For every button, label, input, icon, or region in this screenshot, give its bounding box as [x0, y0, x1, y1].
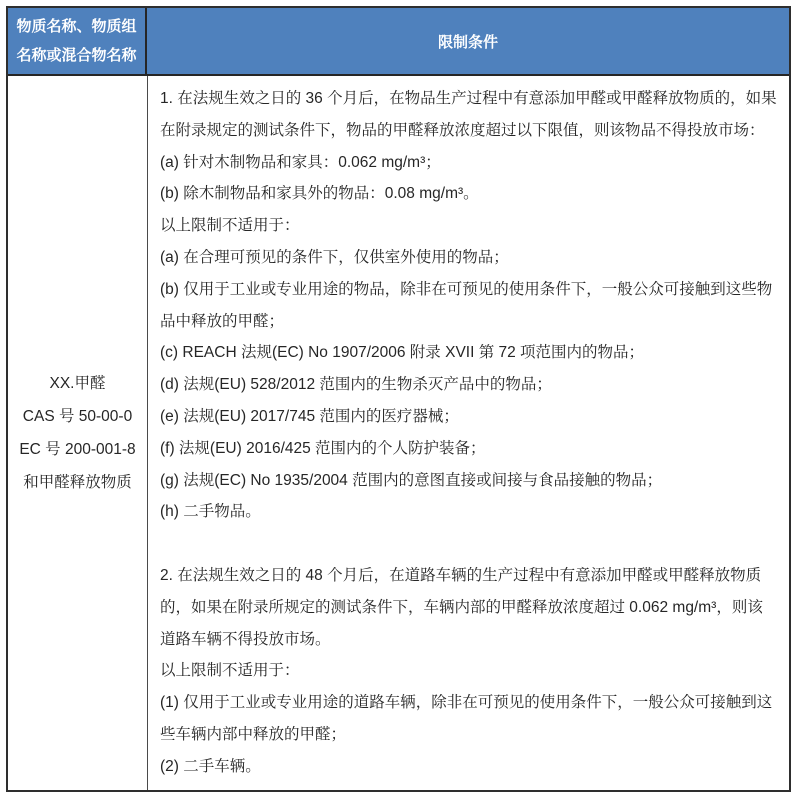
table-body-row: [8, 76, 789, 790]
restriction-header-label: 限制条件: [437, 33, 498, 51]
table-header-row: [8, 8, 789, 76]
substance-identity-line: EC 号 200-001-8: [19, 441, 136, 458]
restriction-paragraph: [160, 528, 777, 560]
restriction-paragraph: 1. 在法规生效之日的 36 个月后，在物品生产过程中有意添加甲醛或甲醛释放物质的，如果在附录规定的测试条件下，物品的甲醛释放浓度超过以下限值，则该物品不得投放市场：: [160, 90, 777, 139]
restriction-paragraph: (a) 在合理可预见的条件下，仅供室外使用的物品；: [160, 248, 509, 266]
restriction-paragraph: (b) 除木制物品和家具外的物品：0.08 mg/m³。: [160, 185, 479, 203]
header-substance-line: 物质名称、物质组: [16, 18, 137, 35]
substance-identity-line: CAS 号 50-00-0: [22, 408, 133, 425]
restriction-paragraph: (d) 法规(EU) 528/2012 范围内的生物杀灭产品中的物品；: [160, 376, 552, 394]
header-cell-restriction-conditions: [147, 8, 789, 74]
restriction-paragraph: 以上限制不适用于：: [160, 662, 300, 680]
restriction-table: [6, 6, 791, 792]
restriction-paragraph: (e) 法规(EU) 2017/745 范围内的医疗器械；: [160, 407, 459, 425]
restriction-paragraph: (h) 二手物品。: [160, 503, 261, 521]
restriction-paragraph: (g) 法规(EC) No 1935/2004 范围内的意图直接或间接与食品接触的物品；: [160, 471, 663, 489]
restriction-paragraph: (2) 二手车辆。: [160, 757, 261, 775]
restriction-paragraph: (a) 针对木制物品和家具：0.062 mg/m³；: [160, 153, 441, 171]
restriction-paragraph: (f) 法规(EU) 2016/425 范围内的个人防护装备；: [160, 439, 486, 457]
restriction-conditions-cell: [148, 76, 789, 790]
restriction-paragraph: (1) 仅用于工业或专业用途的道路车辆，除非在可预见的使用条件下，一般公众可接触到这些车辆内部中释放的甲醛；: [160, 694, 773, 743]
header-cell-substance-name: [8, 8, 147, 74]
header-substance-line: 名称或混合物名称: [16, 47, 137, 64]
substance-identity-cell: [8, 76, 148, 790]
substance-identity-line: XX.甲醛: [49, 375, 106, 392]
substance-identity-line: 和甲醛释放物质: [23, 474, 132, 491]
restriction-paragraph: (c) REACH 法规(EC) No 1907/2006 附录 XVII 第 72 项范围内的物品；: [160, 344, 645, 362]
restriction-paragraph: 以上限制不适用于：: [160, 217, 300, 235]
restriction-paragraph: 2. 在法规生效之日的 48 个月后，在道路车辆的生产过程中有意添加甲醛或甲醛释放物质的，如果在附录所规定的测试条件下，车辆内部的甲醛释放浓度超过 0.062 mg/m³，则该道路车辆不得投放市场。: [160, 566, 763, 648]
restriction-paragraph: (b) 仅用于工业或专业用途的物品，除非在可预见的使用条件下，一般公众可接触到这些物品中释放的甲醛；: [160, 280, 773, 330]
